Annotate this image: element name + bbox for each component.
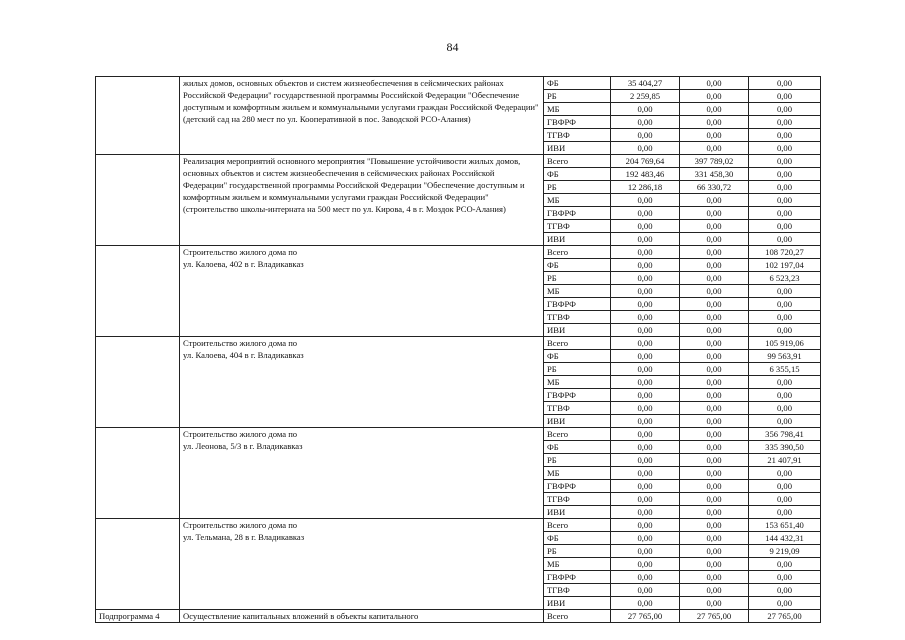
table-row: [96, 519, 821, 532]
value-year-2: 0,00: [680, 350, 749, 363]
funding-source: ФБ: [544, 532, 611, 545]
funding-source: ИВИ: [544, 233, 611, 246]
value-year-3: 0,00: [749, 181, 821, 194]
table-row: [96, 77, 821, 90]
value-year-3: 105 919,06: [749, 337, 821, 350]
value-year-2: 0,00: [680, 207, 749, 220]
value-year-2: 0,00: [680, 220, 749, 233]
value-year-2: 0,00: [680, 545, 749, 558]
value-year-2: 0,00: [680, 246, 749, 259]
value-year-3: 0,00: [749, 129, 821, 142]
value-year-2: 0,00: [680, 142, 749, 155]
value-year-1: 0,00: [611, 519, 680, 532]
value-year-2: 0,00: [680, 129, 749, 142]
value-year-3: 0,00: [749, 480, 821, 493]
funding-source: Всего: [544, 246, 611, 259]
value-year-2: 0,00: [680, 116, 749, 129]
value-year-1: 0,00: [611, 116, 680, 129]
table-row-subprogram: [96, 610, 821, 623]
value-year-2: 331 458,30: [680, 168, 749, 181]
value-year-2: 0,00: [680, 506, 749, 519]
value-year-3: 153 651,40: [749, 519, 821, 532]
funding-source: ГВФРФ: [544, 389, 611, 402]
funding-source: ГВФРФ: [544, 207, 611, 220]
value-year-1: 0,00: [611, 545, 680, 558]
value-year-3: 0,00: [749, 194, 821, 207]
funding-source: РБ: [544, 545, 611, 558]
value-year-3: 335 390,50: [749, 441, 821, 454]
value-year-2: 66 330,72: [680, 181, 749, 194]
funding-source: ГВФРФ: [544, 571, 611, 584]
value-year-1: 0,00: [611, 597, 680, 610]
value-year-2: 0,00: [680, 571, 749, 584]
funding-source: ФБ: [544, 350, 611, 363]
value-year-2: 0,00: [680, 467, 749, 480]
value-year-2: 0,00: [680, 324, 749, 337]
funding-source: МБ: [544, 285, 611, 298]
value-year-1: 0,00: [611, 363, 680, 376]
value-year-1: 0,00: [611, 376, 680, 389]
value-year-2: 397 789,02: [680, 155, 749, 168]
funding-source: ФБ: [544, 168, 611, 181]
value-year-2: 0,00: [680, 77, 749, 90]
value-year-2: 0,00: [680, 493, 749, 506]
value-year-3: 0,00: [749, 415, 821, 428]
value-year-3: 0,00: [749, 311, 821, 324]
value-year-1: 0,00: [611, 129, 680, 142]
program-cell: [96, 246, 180, 337]
funding-source: Всего: [544, 155, 611, 168]
value-year-1: 0,00: [611, 324, 680, 337]
table-row: [96, 337, 821, 350]
value-year-1: 35 404,27: [611, 77, 680, 90]
value-year-2: 0,00: [680, 480, 749, 493]
value-year-2: 0,00: [680, 454, 749, 467]
measure-description: Строительство жилого дома по ул. Тельмана, 28 в г. Владикавказ: [180, 519, 544, 610]
value-year-2: 0,00: [680, 415, 749, 428]
value-year-3: 0,00: [749, 77, 821, 90]
program-cell: [96, 337, 180, 428]
value-year-1: 0,00: [611, 389, 680, 402]
value-year-1: 0,00: [611, 506, 680, 519]
table-row: [96, 428, 821, 441]
value-year-2: 0,00: [680, 233, 749, 246]
value-year-2: 0,00: [680, 90, 749, 103]
funding-source: ИВИ: [544, 415, 611, 428]
value-year-3: 0,00: [749, 389, 821, 402]
subprogram-description: Осуществление капитальных вложений в объекты капитального: [180, 610, 544, 623]
value-year-3: 0,00: [749, 493, 821, 506]
value-year-3: 0,00: [749, 376, 821, 389]
funding-source: ФБ: [544, 441, 611, 454]
funding-source: МБ: [544, 194, 611, 207]
funding-source: РБ: [544, 454, 611, 467]
value-year-3: 0,00: [749, 324, 821, 337]
value-year-1: 0,00: [611, 272, 680, 285]
value-year-1: 204 769,64: [611, 155, 680, 168]
value-year-3: 0,00: [749, 584, 821, 597]
value-year-2: 0,00: [680, 337, 749, 350]
value-year-3: 0,00: [749, 571, 821, 584]
value-year-2: 27 765,00: [680, 610, 749, 623]
value-year-3: 102 197,04: [749, 259, 821, 272]
funding-source: ТГВФ: [544, 220, 611, 233]
funding-source: ТГВФ: [544, 311, 611, 324]
funding-source: МБ: [544, 376, 611, 389]
value-year-3: 108 720,27: [749, 246, 821, 259]
value-year-2: 0,00: [680, 532, 749, 545]
value-year-3: 0,00: [749, 90, 821, 103]
value-year-1: 0,00: [611, 259, 680, 272]
value-year-1: 0,00: [611, 246, 680, 259]
value-year-1: 0,00: [611, 441, 680, 454]
value-year-3: 0,00: [749, 597, 821, 610]
value-year-3: 356 798,41: [749, 428, 821, 441]
value-year-2: 0,00: [680, 376, 749, 389]
value-year-3: 0,00: [749, 207, 821, 220]
funding-source: ФБ: [544, 77, 611, 90]
value-year-2: 0,00: [680, 272, 749, 285]
funding-source: ФБ: [544, 259, 611, 272]
value-year-1: 0,00: [611, 207, 680, 220]
value-year-2: 0,00: [680, 584, 749, 597]
value-year-3: 0,00: [749, 558, 821, 571]
value-year-3: 99 563,91: [749, 350, 821, 363]
value-year-2: 0,00: [680, 428, 749, 441]
value-year-1: 0,00: [611, 311, 680, 324]
value-year-3: 0,00: [749, 298, 821, 311]
value-year-2: 0,00: [680, 194, 749, 207]
value-year-3: 144 432,31: [749, 532, 821, 545]
value-year-3: 0,00: [749, 168, 821, 181]
value-year-1: 0,00: [611, 480, 680, 493]
program-cell: [96, 428, 180, 519]
value-year-3: 0,00: [749, 142, 821, 155]
value-year-2: 0,00: [680, 519, 749, 532]
funding-source: МБ: [544, 103, 611, 116]
value-year-2: 0,00: [680, 311, 749, 324]
funding-source: ГВФРФ: [544, 480, 611, 493]
value-year-3: 6 355,15: [749, 363, 821, 376]
program-cell: [96, 519, 180, 610]
value-year-1: 0,00: [611, 298, 680, 311]
measure-description: Строительство жилого дома по ул. Калоева, 402 в г. Владикавказ: [180, 246, 544, 337]
value-year-3: 0,00: [749, 233, 821, 246]
value-year-1: 0,00: [611, 194, 680, 207]
value-year-2: 0,00: [680, 259, 749, 272]
value-year-3: 6 523,23: [749, 272, 821, 285]
table-row: [96, 246, 821, 259]
subprogram-label: Подпрограмма 4: [96, 610, 180, 623]
funding-source: ТГВФ: [544, 493, 611, 506]
value-year-3: 9 219,09: [749, 545, 821, 558]
funding-source: ИВИ: [544, 324, 611, 337]
value-year-1: 0,00: [611, 493, 680, 506]
value-year-1: 0,00: [611, 571, 680, 584]
value-year-1: 0,00: [611, 532, 680, 545]
value-year-1: 0,00: [611, 337, 680, 350]
value-year-3: 0,00: [749, 116, 821, 129]
value-year-2: 0,00: [680, 363, 749, 376]
value-year-1: 0,00: [611, 467, 680, 480]
funding-source: ГВФРФ: [544, 116, 611, 129]
value-year-1: 192 483,46: [611, 168, 680, 181]
value-year-3: 0,00: [749, 402, 821, 415]
measure-description: Реализация мероприятий основного мероприятия "Повышение устойчивости жилых домов, основных объектов и систем жизнеобеспечения в сейсмических районах Российской Федерации" государственной программы Российской Федерации "Обеспечение доступным и комфортным жильем и коммунальными услугами граждан Российской Федерации" (строительство школы-интерната на 500 мест по ул. Кирова, 4 в г. Моздок РСО-Алания): [180, 155, 544, 246]
value-year-3: 27 765,00: [749, 610, 821, 623]
funding-source: ТГВФ: [544, 584, 611, 597]
value-year-1: 27 765,00: [611, 610, 680, 623]
value-year-1: 0,00: [611, 220, 680, 233]
value-year-1: 0,00: [611, 584, 680, 597]
value-year-1: 12 286,18: [611, 181, 680, 194]
funding-source: Всего: [544, 519, 611, 532]
funding-source: Всего: [544, 337, 611, 350]
table-row: [96, 155, 821, 168]
value-year-1: 0,00: [611, 454, 680, 467]
value-year-3: 0,00: [749, 467, 821, 480]
funding-source: РБ: [544, 272, 611, 285]
value-year-1: 2 259,85: [611, 90, 680, 103]
value-year-3: 0,00: [749, 220, 821, 233]
value-year-1: 0,00: [611, 428, 680, 441]
value-year-1: 0,00: [611, 285, 680, 298]
funding-source: ИВИ: [544, 142, 611, 155]
measure-description: жилых домов, основных объектов и систем жизнеобеспечения в сейсмических районах Российской Федерации" государственной программы Российской Федерации "Обеспечение доступным и комфортным жильем и коммунальными услугами граждан Российской Федерации" (детский сад на 280 мест по ул. Кооперативной в пос. Заводской РСО-Алания): [180, 77, 544, 155]
value-year-1: 0,00: [611, 415, 680, 428]
value-year-1: 0,00: [611, 142, 680, 155]
value-year-2: 0,00: [680, 285, 749, 298]
funding-source: МБ: [544, 558, 611, 571]
value-year-3: 0,00: [749, 506, 821, 519]
funding-source: РБ: [544, 90, 611, 103]
funding-source: ГВФРФ: [544, 298, 611, 311]
value-year-3: 0,00: [749, 285, 821, 298]
value-year-3: 0,00: [749, 155, 821, 168]
funding-source: Всего: [544, 428, 611, 441]
value-year-1: 0,00: [611, 103, 680, 116]
value-year-2: 0,00: [680, 558, 749, 571]
program-cell: [96, 77, 180, 155]
value-year-2: 0,00: [680, 441, 749, 454]
funding-source: ТГВФ: [544, 129, 611, 142]
value-year-1: 0,00: [611, 350, 680, 363]
funding-source: МБ: [544, 467, 611, 480]
value-year-1: 0,00: [611, 402, 680, 415]
budget-table: [95, 76, 821, 623]
measure-description: Строительство жилого дома по ул. Калоева, 404 в г. Владикавказ: [180, 337, 544, 428]
funding-source: РБ: [544, 181, 611, 194]
value-year-2: 0,00: [680, 389, 749, 402]
value-year-2: 0,00: [680, 103, 749, 116]
value-year-2: 0,00: [680, 402, 749, 415]
funding-source: ИВИ: [544, 597, 611, 610]
value-year-3: 0,00: [749, 103, 821, 116]
value-year-3: 21 407,91: [749, 454, 821, 467]
funding-source: Всего: [544, 610, 611, 623]
value-year-2: 0,00: [680, 298, 749, 311]
value-year-1: 0,00: [611, 233, 680, 246]
page-number: 84: [446, 40, 459, 54]
funding-source: РБ: [544, 363, 611, 376]
funding-source: ТГВФ: [544, 402, 611, 415]
value-year-2: 0,00: [680, 597, 749, 610]
program-cell: [96, 155, 180, 246]
funding-source: ИВИ: [544, 506, 611, 519]
measure-description: Строительство жилого дома по ул. Леонова, 5/3 в г. Владикавказ: [180, 428, 544, 519]
value-year-1: 0,00: [611, 558, 680, 571]
